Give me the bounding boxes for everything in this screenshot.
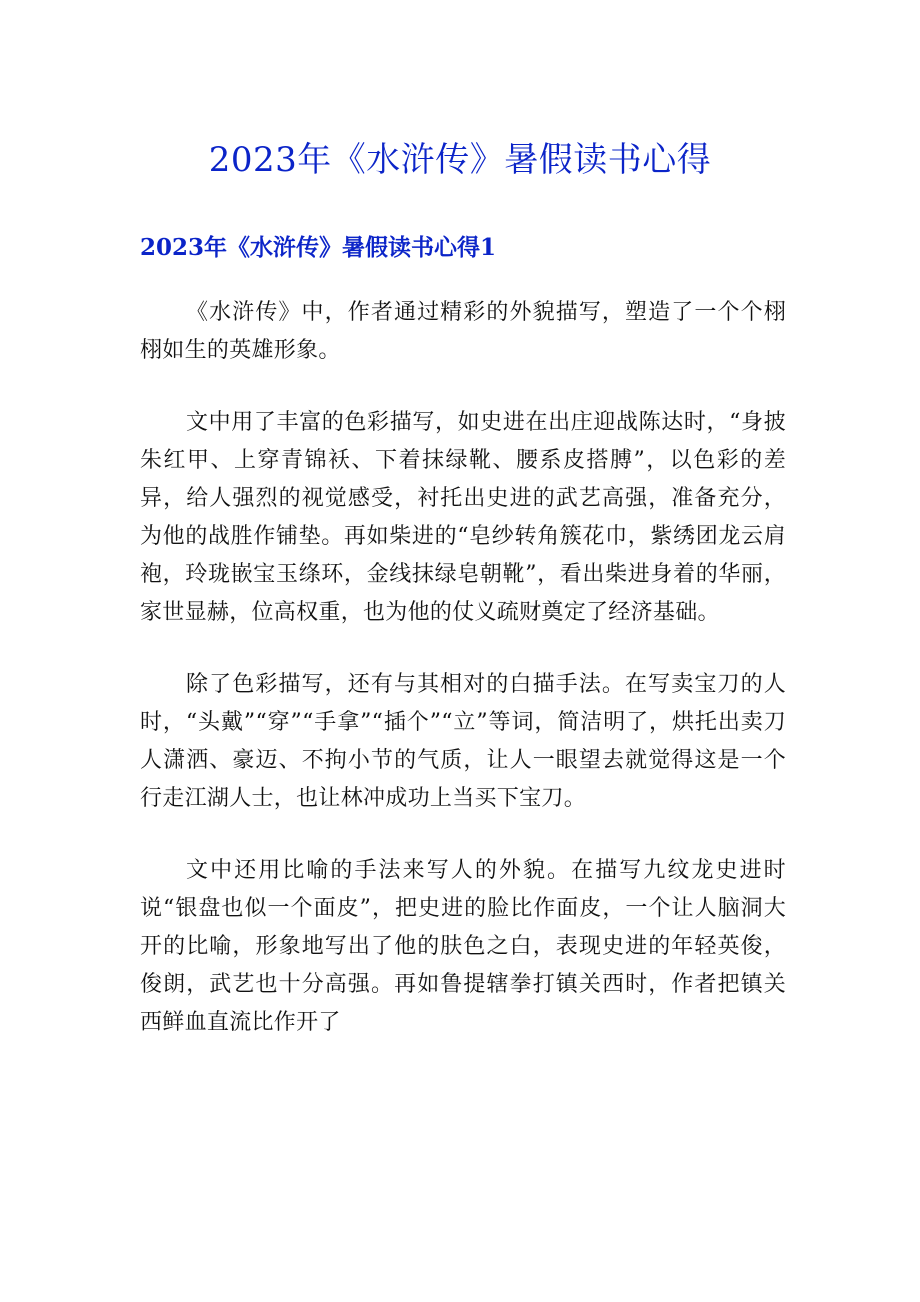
paragraph-1: 《水浒传》中，作者通过精彩的外貌描写，塑造了一个个栩栩如生的英雄形象。 <box>140 300 786 363</box>
document-title: 2023年《水浒传》暑假读书心得 <box>208 140 712 180</box>
section-heading: 2023年《水浒传》暑假读书心得1 <box>140 234 497 261</box>
paragraph-4: 文中还用比喻的手法来写人的外貌。在描写九纹龙史进时说“银盘也似一个面皮”，把史进的脸比作面皮，一个让人脑洞大开的比喻，形象地写出了他的肤色之白，表现史进的年轻英俊，俊朗，武艺也十分高强。再如鲁提辖拳打镇关西时，作者把镇关西鲜血直流比作开了 <box>140 858 786 1035</box>
paragraph-2: 文中用了丰富的色彩描写，如史进在出庄迎战陈达时，“身披朱红甲、上穿青锦袄、下着抹绿靴、腰系皮搭膊”，以色彩的差异，给人强烈的视觉感受，衬托出史进的武艺高强，准备充分，为他的战胜作铺垫。再如柴进的“皂纱转角簇花巾，紫绣团龙云肩袍，玲珑嵌宝玉绦环，金线抹绿皂朝靴”，看出柴进身着的华丽，家世显赫，位高权重，也为他的仗义疏财奠定了经济基础。 <box>140 410 786 625</box>
paragraph-3: 除了色彩描写，还有与其相对的白描手法。在写卖宝刀的人时，“头戴”“穿”“手拿”“插个”“立”等词，简洁明了，烘托出卖刀人潇洒、豪迈、不拘小节的气质，让人一眼望去就觉得这是一个行走江湖人士，也让林冲成功上当买下宝刀。 <box>140 672 786 811</box>
document-body <box>140 294 786 1076</box>
